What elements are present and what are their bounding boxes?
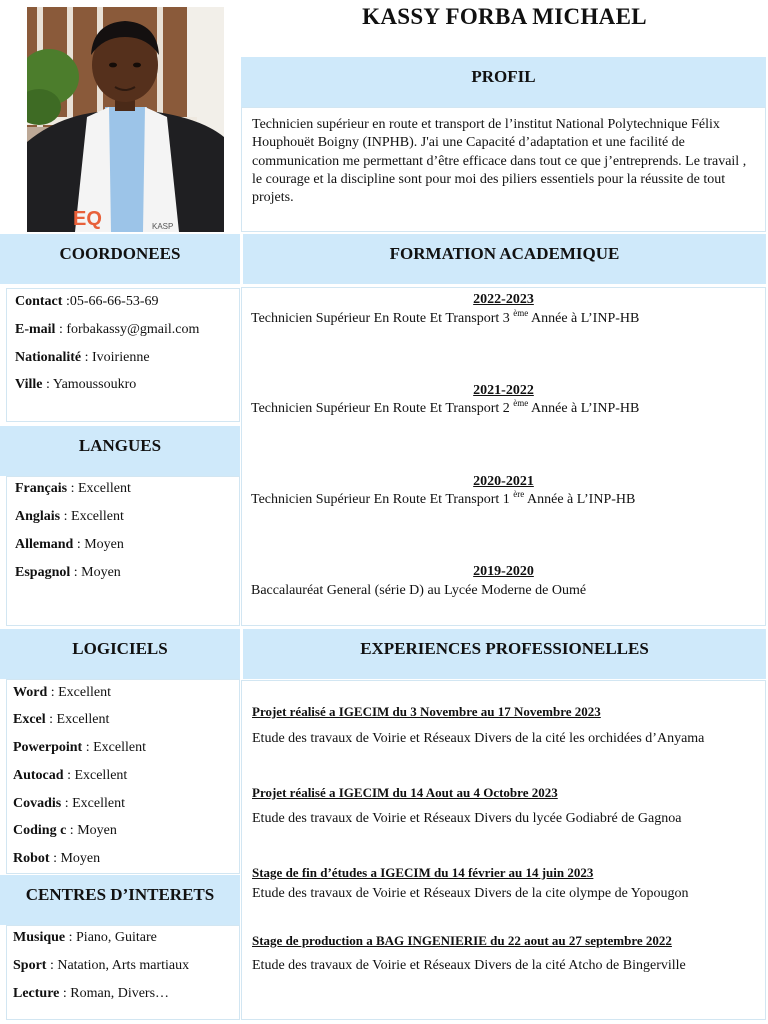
interet-sep: : [46, 958, 58, 973]
email-row [15, 320, 199, 340]
langue-row [15, 563, 121, 583]
langue-value: Excellent [78, 481, 131, 496]
logiciel-row [13, 821, 117, 841]
logiciel-value: Excellent [58, 685, 111, 700]
langue-label: Français [15, 481, 68, 496]
langue-sep: : [70, 565, 82, 580]
formation-year: 2020-2021 [473, 474, 534, 489]
interet-sep: : [59, 986, 71, 1001]
formation-desc-post: Année à L’INP-HB [524, 492, 636, 507]
logiciel-value: Moyen [77, 823, 117, 838]
contact-value: 05-66-66-53-69 [69, 294, 159, 309]
interet-value: Roman, Divers… [70, 986, 170, 1001]
photo-badge-text-2: KASP [152, 222, 174, 231]
logiciel-label: Robot [13, 851, 50, 866]
logiciel-value: Moyen [60, 851, 101, 866]
formation-desc-text: Technicien Supérieur En Route Et Transport 1 [251, 492, 514, 507]
logiciel-row [13, 683, 111, 703]
langue-sep: : [73, 537, 85, 552]
experience-title: Stage de fin d’études a IGECIM du 14 février au 14 juin 2023 [252, 865, 594, 880]
interet-row [13, 984, 169, 1004]
formation-desc-text: Technicien Supérieur En Route Et Transport 2 [251, 401, 514, 416]
logiciel-value: Excellent [72, 796, 125, 811]
experience-title: Projet réalisé a IGECIM du 3 Novembre au 17 Novembre 2023 [252, 704, 601, 719]
experiences-header: EXPERIENCES PROFESSIONELLES [243, 629, 766, 679]
formation-desc-sup: ère [513, 489, 525, 499]
contact-label: Contact [15, 294, 63, 309]
formation-desc [251, 308, 640, 327]
formation-desc [251, 583, 586, 599]
nationalite-row [15, 348, 150, 368]
formation-item [241, 292, 766, 308]
formation-item [241, 383, 766, 399]
profil-header: PROFIL [241, 57, 766, 107]
email-sep: : [55, 322, 67, 337]
langue-sep: : [60, 509, 72, 524]
formation-item [241, 564, 766, 580]
interet-label: Sport [13, 958, 47, 973]
formation-desc-post: Année à L’INP-HB [528, 311, 640, 326]
interet-sep: : [65, 930, 77, 945]
logiciel-label: Powerpoint [13, 740, 83, 755]
contact-sep: : [62, 294, 70, 309]
logiciel-row [13, 794, 125, 814]
formation-desc-sup: ème [513, 308, 529, 318]
nationalite-value: Ivoirienne [92, 350, 150, 365]
ville-row [15, 375, 136, 395]
experience-desc: Etude des travaux de Voirie et Réseaux Divers du lycée Godiabré de Gagnoa [252, 811, 682, 826]
interets-header: CENTRES D’INTERETS [0, 875, 240, 925]
interet-label: Musique [13, 930, 66, 945]
ville-value: Yamoussoukro [52, 377, 137, 392]
profil-text: Technicien supérieur en route et transport de l’institut National Polytechnique Félix Houphouët Boigny (INPHB). J'ai une Capacité d’adaptation et une facilité de communication me permettant d’être efficace dans tout ce que j’entreprends. Le travail , le courage et la discipline sont pour moi des piliers essentiels pour la réussite de tout projets. [241, 107, 766, 232]
formation-desc-sup: ème [513, 398, 529, 408]
logiciel-value: Excellent [93, 740, 146, 755]
ville-label: Ville [15, 377, 43, 392]
logiciel-label: Word [13, 685, 48, 700]
logiciel-sep: : [66, 823, 78, 838]
formation-year: 2021-2022 [473, 383, 534, 398]
logiciel-row [13, 766, 127, 786]
logiciel-sep: : [49, 851, 61, 866]
logiciel-row [13, 710, 109, 730]
formation-year: 2022-2023 [473, 292, 534, 307]
formation-desc [251, 489, 636, 508]
langue-label: Anglais [15, 509, 61, 524]
logiciel-label: Covadis [13, 796, 62, 811]
interet-row [13, 956, 189, 976]
logiciel-row [13, 849, 100, 869]
experience-title: Stage de production a BAG INGENIERIE du 22 aout au 27 septembre 2022 [252, 933, 672, 948]
email-label: E-mail [15, 322, 56, 337]
contact-row [15, 292, 158, 312]
langue-value: Moyen [81, 565, 121, 580]
langue-label: Espagnol [15, 565, 71, 580]
langue-value: Excellent [71, 509, 124, 524]
coordonnees-header: COORDONEES [0, 234, 240, 284]
profile-photo [27, 7, 224, 232]
email-value[interactable]: forbakassy@gmail.com [66, 322, 200, 337]
langue-sep: : [67, 481, 78, 496]
logiciel-sep: : [61, 796, 73, 811]
logiciel-value: Excellent [74, 768, 128, 783]
experience-title: Projet réalisé a IGECIM du 14 Aout au 4 Octobre 2023 [252, 785, 558, 800]
formation-item [241, 474, 766, 490]
formation-year: 2019-2020 [473, 564, 534, 579]
langue-label: Allemand [15, 537, 74, 552]
formation-desc-text: Baccalauréat General (série D) au Lycée Moderne de Oumé [251, 583, 587, 598]
logiciels-header: LOGICIELS [0, 629, 240, 679]
langue-value: Moyen [84, 537, 124, 552]
langues-header: LANGUES [0, 426, 240, 476]
nationalite-label: Nationalité [15, 350, 82, 365]
experience-desc: Etude des travaux de Voirie et Réseaux Divers de la cite olympe de Yopougon [252, 886, 689, 901]
logiciel-label: Autocad [13, 768, 64, 783]
cv-name: KASSY FORBA MICHAEL [362, 4, 647, 29]
langue-row [15, 535, 124, 555]
logiciel-sep: : [82, 740, 94, 755]
logiciel-row [13, 738, 146, 758]
nationalite-sep: : [81, 350, 92, 365]
langue-row [15, 507, 124, 527]
logiciel-sep: : [45, 712, 57, 727]
logiciel-label: Coding c [13, 823, 67, 838]
experience-desc: Etude des travaux de Voirie et Réseaux Divers de la cité Atcho de Bingerville [252, 958, 686, 973]
formation-header: FORMATION ACADEMIQUE [243, 234, 766, 284]
logiciel-label: Excel [13, 712, 46, 727]
interet-value: Piano, Guitare [76, 930, 157, 945]
experience-desc: Etude des travaux de Voirie et Réseaux Divers de la cité les orchidées d’Anyama [252, 731, 705, 746]
formation-desc-post: Année à L’INP-HB [528, 401, 640, 416]
logiciel-sep: : [47, 685, 59, 700]
logiciel-sep: : [63, 768, 75, 783]
interet-value: Natation, Arts martiaux [57, 958, 190, 973]
photo-badge-text: EQ [73, 208, 102, 230]
interet-label: Lecture [13, 986, 60, 1001]
langue-row [15, 479, 131, 499]
formation-desc-text: Technicien Supérieur En Route Et Transport 3 [251, 311, 514, 326]
logiciel-value: Excellent [56, 712, 110, 727]
interet-row [13, 928, 157, 948]
ville-sep: : [42, 377, 53, 392]
formation-desc [251, 398, 640, 417]
